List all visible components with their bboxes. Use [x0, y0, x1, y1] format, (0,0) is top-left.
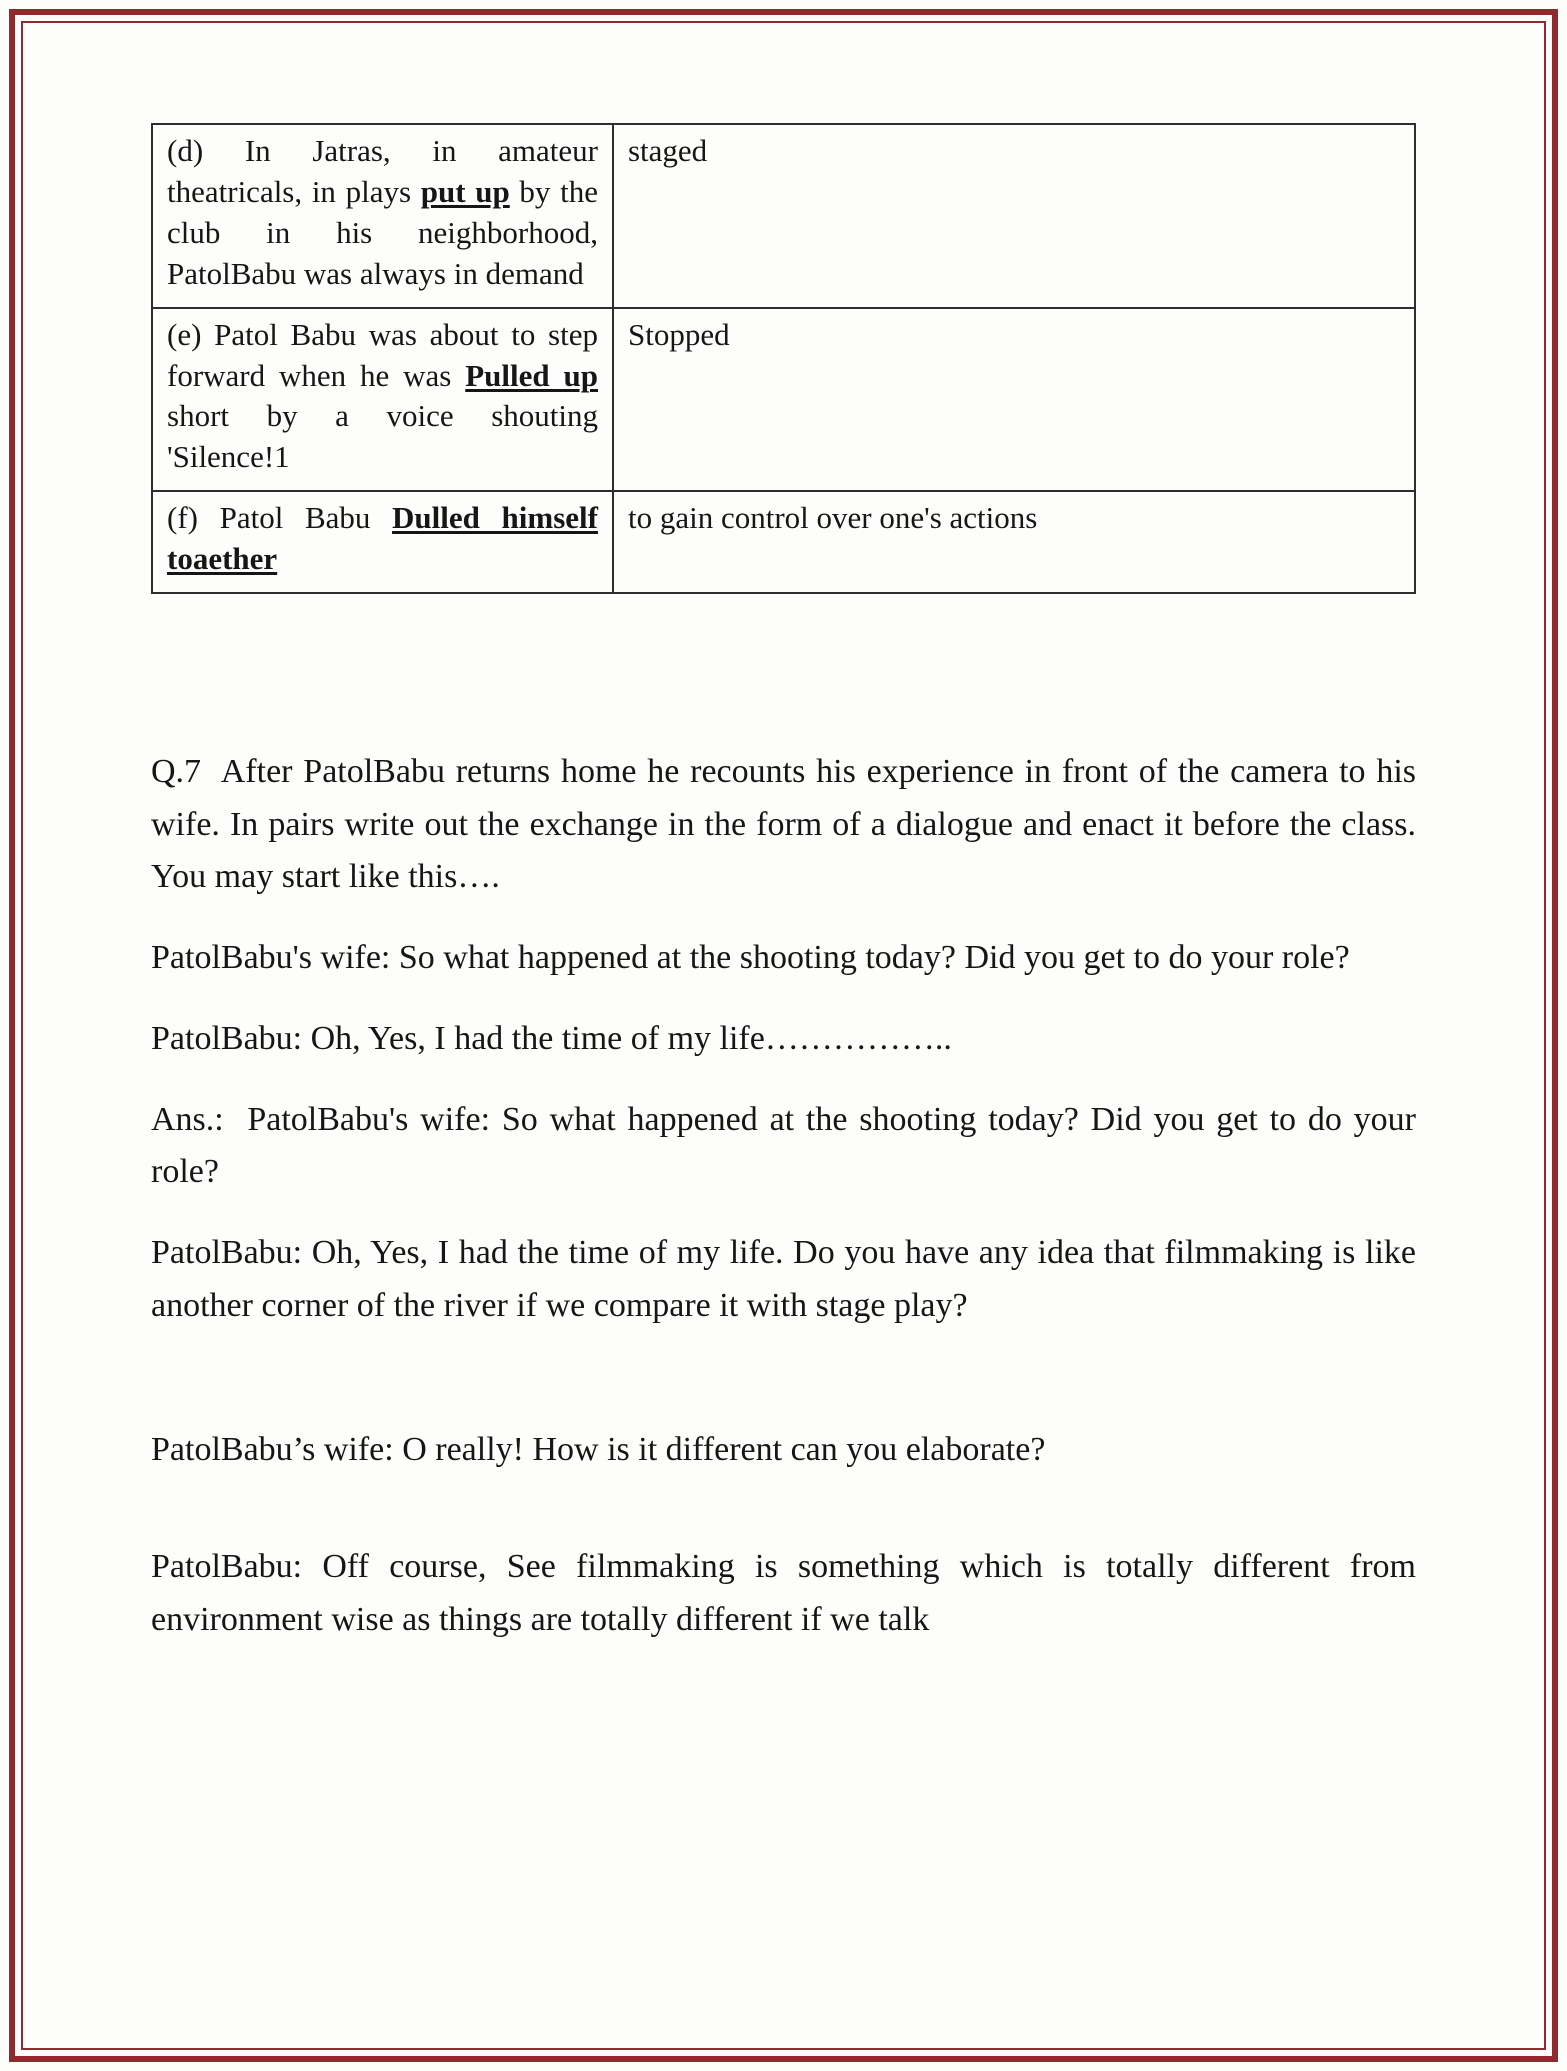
- answer-wife-line: Ans.: PatolBabu's wife: So what happened at the shooting today? Did you get to do your role?: [151, 1100, 1416, 1191]
- page-border-outer: [9, 9, 1558, 2062]
- dialogue-wife-prompt: PatolBabu's wife: So what happened at the shooting today? Did you get to do your role?: [151, 939, 1350, 977]
- answer-patolbabu-line-1: PatolBabu: Oh, Yes, I had the time of my life. Do you have any idea that filmmaking is like another corner of the river if we compare it with stage play?: [151, 1233, 1416, 1324]
- table-row-e: [152, 308, 1415, 492]
- phrase-cell-f: (f) Patol Babu Dulled himself toaether: [152, 491, 613, 593]
- meaning-cell-d: staged: [613, 124, 1415, 308]
- question-7: Q.7 After PatolBabu returns home he recounts his experience in front of the camera to his wife. In pairs write out the exchange in the form of a dialogue and enact it before the class. You may start like this….: [151, 753, 1416, 896]
- table-row-d: [152, 124, 1415, 308]
- dialogue-patolbabu-prompt: PatolBabu: Oh, Yes, I had the time of my life……………..: [151, 1019, 952, 1057]
- meaning-cell-e: Stopped: [613, 308, 1415, 492]
- page-border-inner: [21, 21, 1546, 2050]
- answer-patolbabu-line-2: PatolBabu: Off course, See filmmaking is something which is totally different from environment wise as things are totally different if we talk: [151, 1547, 1416, 1638]
- phrase-cell-e: (e) Patol Babu was about to step forward when he was Pulled up short by a voice shouting 'Silence!1: [152, 308, 613, 492]
- meaning-cell-f: to gain control over one's actions: [613, 491, 1415, 593]
- phrase-cell-d: (d) In Jatras, in amateur theatricals, in plays put up by the club in his neighborhood, PatolBabu was always in demand: [152, 124, 613, 308]
- table-row-f: [152, 491, 1415, 593]
- dialogue-section: [151, 746, 1416, 1646]
- vocabulary-table: [151, 123, 1416, 594]
- answer-wife-line-2: PatolBabu’s wife: O really! How is it different can you elaborate?: [151, 1431, 1046, 1469]
